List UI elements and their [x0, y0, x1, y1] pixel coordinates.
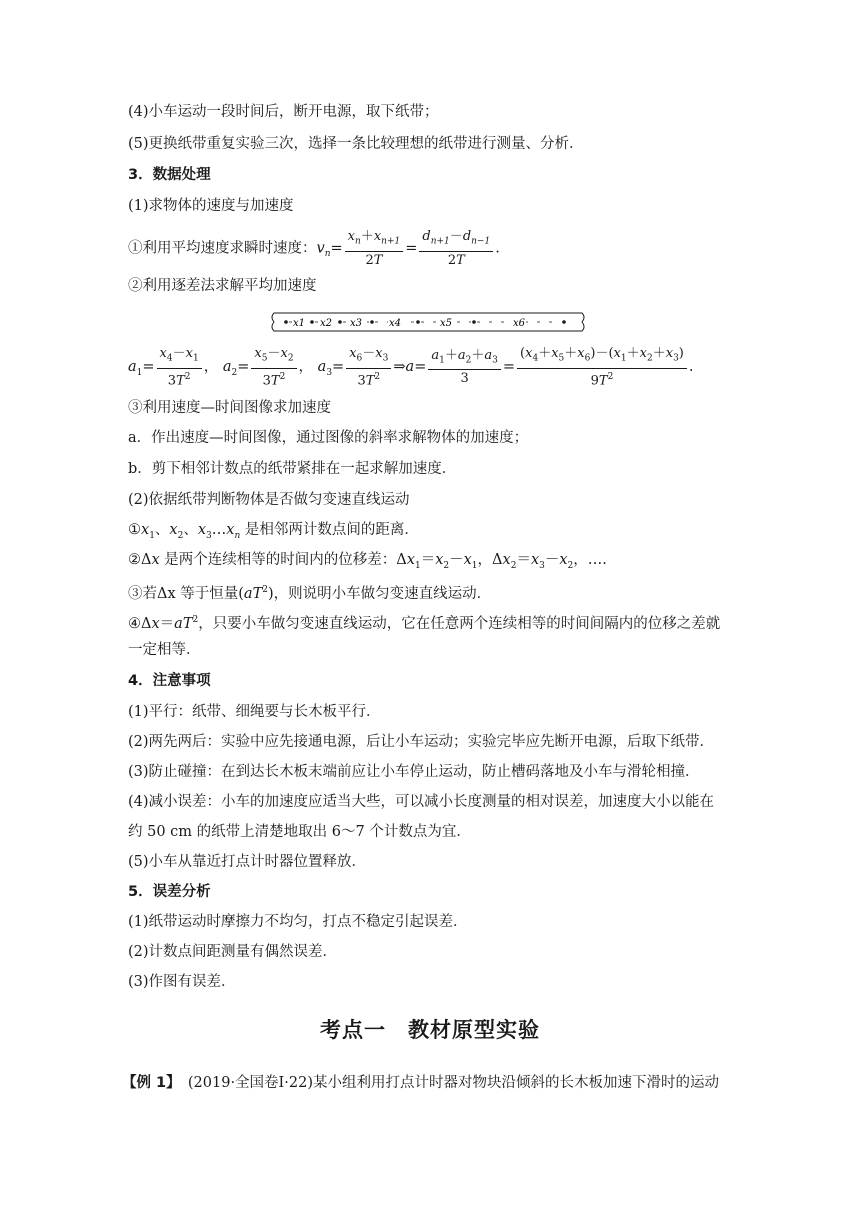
- text-line: (2)两先两后：实验中应先接通电源，后让小车运动；实验完毕应先断开电源，后取下纸带．: [128, 734, 715, 750]
- tape-label: x5: [439, 318, 453, 329]
- example-line: 【例 1】 (2019·全国卷Ⅰ·22)某小组利用打点计时器对物块沿倾斜的长木板加速下滑时的运动: [122, 1075, 719, 1091]
- tape-dot: [310, 320, 314, 324]
- text-line: ③若Δx 等于恒量$(aT^2)$，则说明小车做匀变速直线运动．: [128, 585, 492, 602]
- tape-dot: [338, 320, 342, 324]
- text-line: ②利用逐差法求解平均加速度: [128, 278, 317, 294]
- section-heading: 4．注意事项: [128, 673, 211, 689]
- section-heading: 3．数据处理: [128, 167, 211, 183]
- tape-dot: [370, 320, 374, 324]
- text-line: ②Δx 是两个连续相等的时间内的位移差：$\Delta x_1=x_2-x_1$，$\Delta x_2=x_3-x_2$，….: [128, 552, 607, 571]
- text-line: (2)依据纸带判断物体是否做匀变速直线运动: [128, 492, 410, 508]
- tape-dot: [472, 320, 476, 324]
- tape-label: x1: [292, 318, 306, 329]
- text-line: (4)小车运动一段时间后，断开电源，取下纸带；: [128, 104, 439, 120]
- paper-tape-diagram: [268, 311, 588, 333]
- section-heading: 5．误差分析: [128, 884, 211, 900]
- text-line: (3)作图有误差．: [128, 974, 236, 990]
- text-line: b．剪下相邻计数点的纸带紧排在一起求解加速度．: [128, 461, 457, 477]
- text-line: (4)减小误差：小车的加速度应适当大些，可以减小长度测量的相对误差，加速度大小以能在: [128, 794, 715, 810]
- text-line: (2)计数点间距测量有偶然误差．: [128, 944, 338, 960]
- text-line: (3)防止碰撞：在到达长木板末端前应让小车停止运动，防止槽码落地及小车与滑轮相撞．: [128, 764, 700, 780]
- text-line: a．作出速度—时间图像，通过图像的斜率求解物体的加速度；: [128, 430, 529, 446]
- tape-dot: [562, 320, 566, 324]
- text-line: (1)平行：纸带、细绳要与长木板平行．: [128, 704, 381, 720]
- text-line: 一定相等．: [128, 642, 201, 658]
- section-title: 考点一 教材原型实验: [320, 1018, 540, 1042]
- text-line: $①x_1$、$x_2$、$x_3\dots x_n$ 是相邻两计数点间的距离．: [128, 522, 419, 541]
- text-line: (1)纸带运动时摩擦力不均匀，打点不稳定引起误差．: [128, 914, 468, 930]
- text-line: 约 50 cm 的纸带上清楚地取出 6～7 个计数点为宜．: [128, 824, 471, 840]
- tape-label: x4: [388, 318, 402, 329]
- text-line: ③利用速度—时间图像求加速度: [128, 400, 331, 416]
- tape-dot: [416, 320, 420, 324]
- text-line: (1)求物体的速度与加速度: [128, 198, 294, 214]
- tape-label: x3: [349, 318, 363, 329]
- tape-label: x6: [512, 318, 526, 329]
- tape-dot: [284, 320, 288, 324]
- text-line: $④\Delta x=aT^2$，只要小车做匀变速直线运动，它在任意两个连续相等的时间间隔内的位移之差就: [128, 615, 721, 632]
- tape-label: x2: [319, 318, 333, 329]
- formula-velocity: ①利用平均速度求瞬时速度：$v_n=$ $\frac{x_n+x_{n+1}}{2T}$ = $\frac{d_{n+1}-d_{n-1}}{2T}$ .: [128, 229, 500, 268]
- formula-acceleration: $a_1=$ $\frac{x_4-x_1}{3T^2}$ ， $a_2=$ $\frac{x_5-x_2}{3T^2}$ ， $a_3=$ $\frac{x_6-x_3}{3T^2}$ ⇒a= $\frac{a_1+a_2+a_3}{3}$ = $\frac{(x_4+x_5+x_6)-(x_1+x_2+x_3)}{9T^2}$ .: [128, 346, 694, 388]
- text-line: (5)更换纸带重复实验三次，选择一条比较理想的纸带进行测量、分析．: [128, 136, 584, 152]
- text-line: (5)小车从靠近打点计时器位置释放．: [128, 854, 367, 870]
